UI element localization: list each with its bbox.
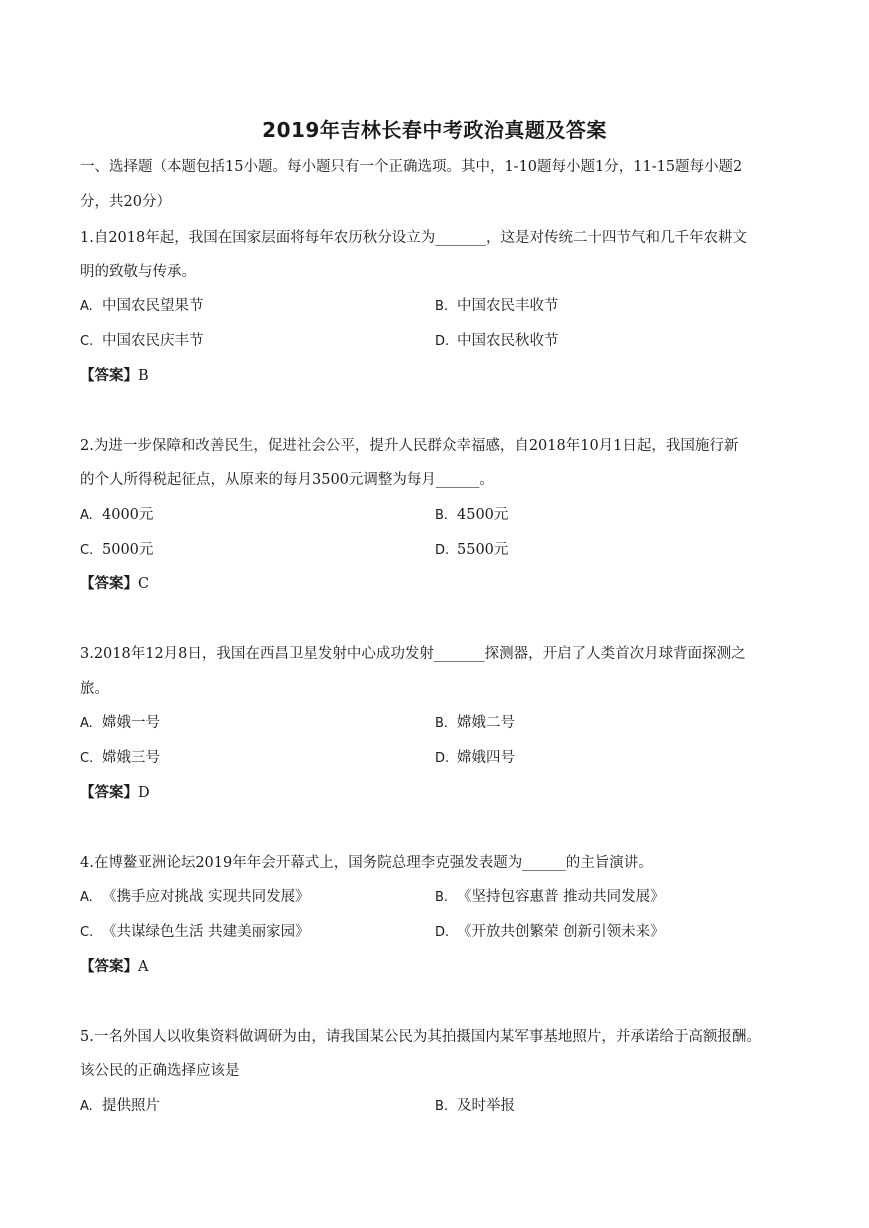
question-5-option-a: A. 提供照片 [80, 1098, 160, 1114]
document-title: 2019年吉林长春中考政治真题及答案 [262, 118, 607, 142]
question-4-option-d: D. 《开放共创繁荣 创新引领未来》 [435, 924, 665, 940]
question-2-option-b: B. 4500元 [435, 507, 509, 523]
question-3-option-d: D. 嫦娥四号 [435, 750, 515, 766]
section-intro-line-1: 一、选择题（本题包括15小题。每小题只有一个正确选项。其中，1-10题每小题1分，11-15题每小题2 [80, 159, 743, 175]
question-1-line-2: 明的致敬与传承。 [80, 264, 196, 280]
question-1-answer: 【答案】B [80, 367, 149, 384]
question-3-option-b: B. 嫦娥二号 [435, 715, 515, 731]
question-2-answer: 【答案】C [80, 575, 150, 592]
question-4-option-a: A. 《携手应对挑战 实现共同发展》 [80, 889, 310, 905]
question-1-option-a: A. 中国农民望果节 [80, 298, 204, 314]
question-2-option-a: A. 4000元 [80, 507, 154, 523]
question-5-line-2: 该公民的正确选择应该是 [80, 1063, 240, 1079]
question-2-line-1: 2.为进一步保障和改善民生，促进社会公平，提升人民群众幸福感，自2018年10月1日起，我国施行新 [80, 438, 739, 454]
question-3-line-1: 3.2018年12月8日，我国在西昌卫星发射中心成功发射_______探测器，开启了人类首次月球背面探测之 [80, 646, 746, 662]
question-4-line-1: 4.在博鳌亚洲论坛2019年年会开幕式上，国务院总理李克强发表题为______的主旨演讲。 [80, 855, 653, 871]
question-1-line-1: 1.自2018年起，我国在国家层面将每年农历秋分设立为_______，这是对传统二十四节气和几千年农耕文 [80, 230, 747, 246]
question-5-line-1: 5.一名外国人以收集资料做调研为由，请我国某公民为其拍摄国内某军事基地照片，并承诺给于高额报酬。 [80, 1029, 761, 1045]
question-3-option-a: A. 嫦娥一号 [80, 715, 160, 731]
question-3-option-c: C. 嫦娥三号 [80, 750, 160, 766]
question-5-option-b: B. 及时举报 [435, 1098, 515, 1114]
question-2-option-c: C. 5000元 [80, 542, 154, 558]
question-3-answer: 【答案】D [80, 784, 150, 801]
question-3-line-2: 旅。 [80, 681, 109, 697]
question-1-option-d: D. 中国农民秋收节 [435, 333, 559, 349]
question-4-answer: 【答案】A [80, 958, 149, 975]
question-2-option-d: D. 5500元 [435, 542, 509, 558]
question-4-option-b: B. 《坚持包容惠普 推动共同发展》 [435, 889, 665, 905]
section-intro-line-2: 分，共20分） [80, 194, 171, 210]
question-1-option-b: B. 中国农民丰收节 [435, 298, 559, 314]
question-1-option-c: C. 中国农民庆丰节 [80, 333, 204, 349]
question-2-line-2: 的个人所得税起征点，从原来的每月3500元调整为每月______。 [80, 472, 494, 488]
question-4-option-c: C. 《共谋绿色生活 共建美丽家园》 [80, 924, 310, 940]
